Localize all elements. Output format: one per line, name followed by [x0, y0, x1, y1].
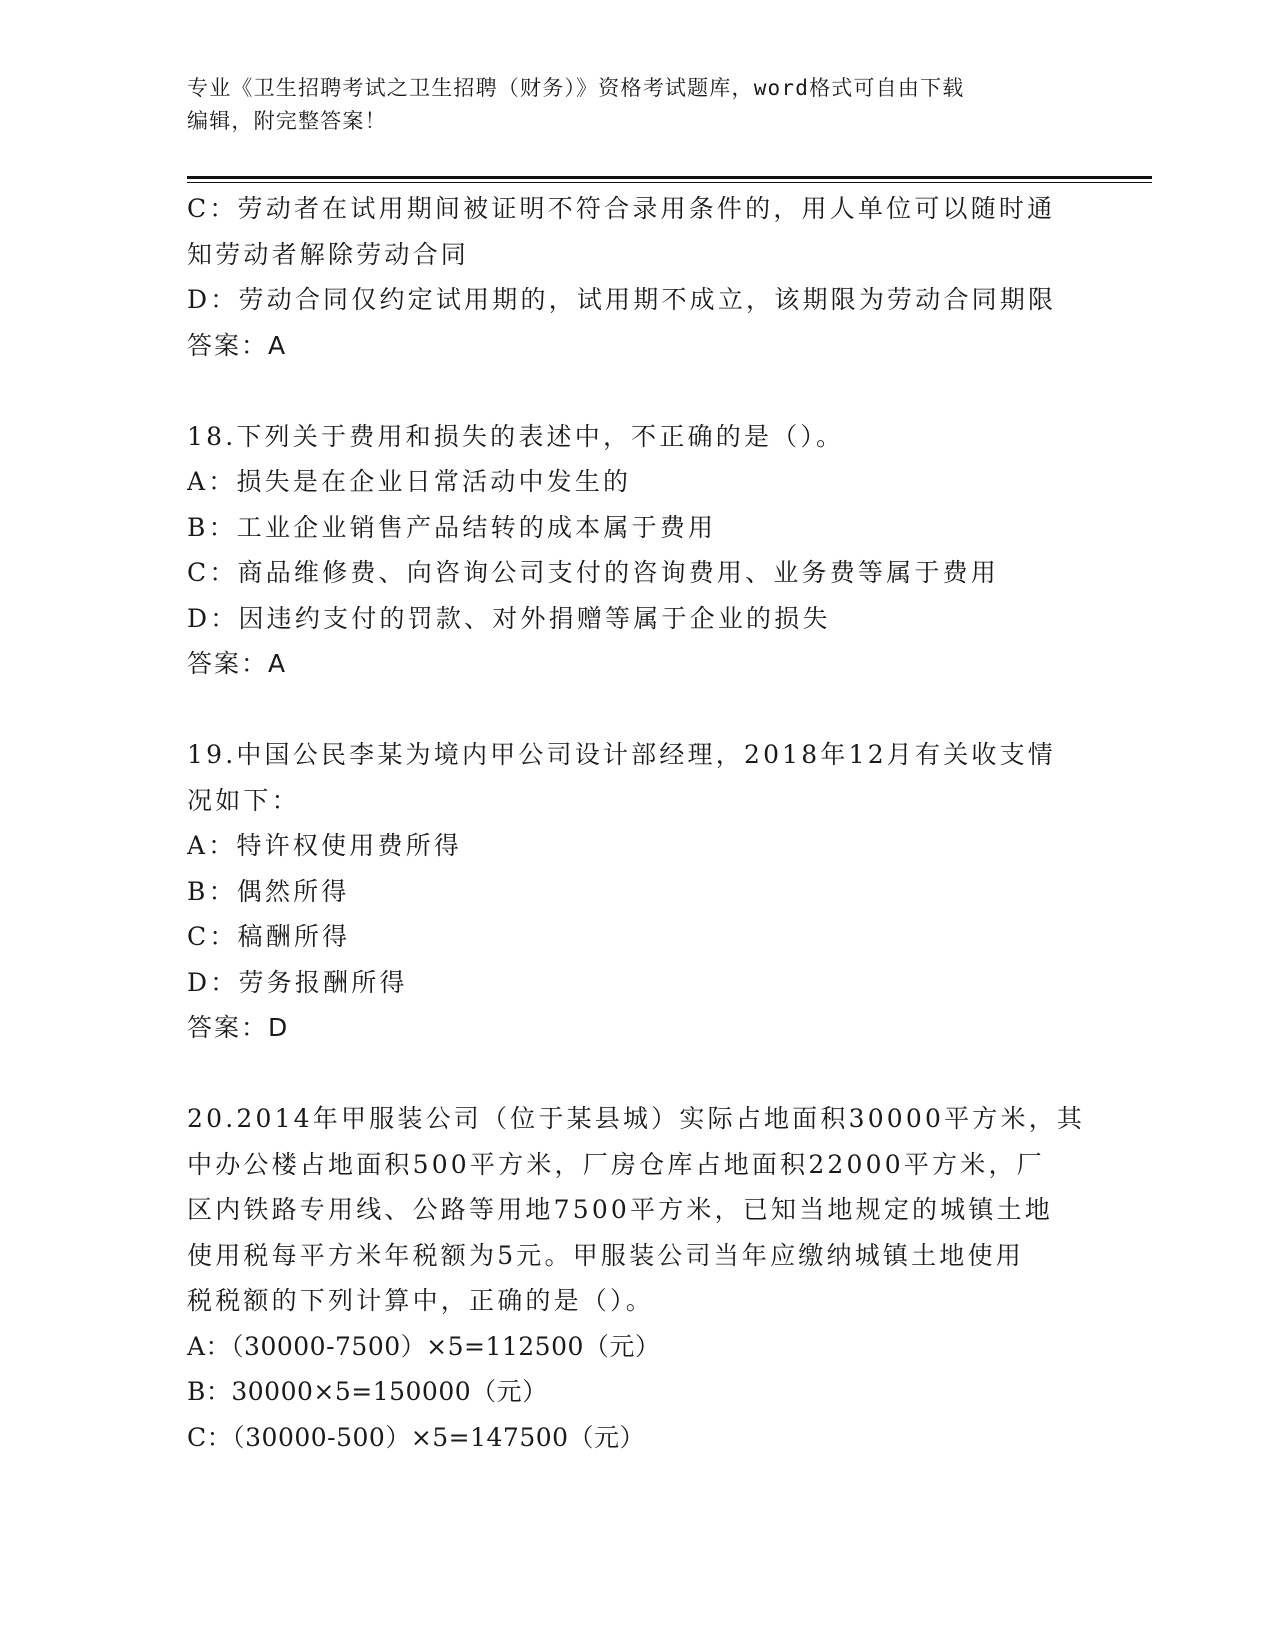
q20-option-a: A：（30000-7500）×5=112500（元） [187, 1331, 661, 1361]
q19-answer: 答案：D [187, 1013, 290, 1042]
q19-option-a: A：特许权使用费所得 [187, 831, 463, 860]
q18-question: 18.下列关于费用和损失的表述中，不正确的是（）。 [187, 421, 845, 451]
q20-option-c: C：（30000-500）×5=147500（元） [187, 1422, 646, 1452]
q19-option-d: D：劳务报酬所得 [187, 967, 408, 997]
q17-answer: 答案：A [187, 330, 288, 360]
q19-question-line2: 况如下： [187, 785, 300, 815]
spacer [187, 1051, 1082, 1097]
header-divider-thin [187, 182, 1152, 183]
spacer [187, 687, 1082, 733]
question-list [187, 186, 1086, 1460]
q18-option-d: D：因违约支付的罚款、对外捐赠等属于企业的损失 [187, 603, 831, 633]
document-header [187, 72, 1087, 138]
header-divider-thick [187, 176, 1152, 179]
q17-option-d: D：劳动合同仅约定试用期的，试用期不成立，该期限为劳动合同期限 [187, 285, 1057, 314]
q19-question-line1: 19.中国公民李某为境内甲公司设计部经理，2018年12月有关收支情 [187, 740, 1056, 769]
q20-question-line5: 税税额的下列计算中，正确的是（）。 [187, 1286, 654, 1315]
q20-question-line4: 使用税每平方米年税额为5元。甲服装公司当年应缴纳城镇土地使用 [187, 1240, 1024, 1270]
q18-option-b: B：工业企业销售产品结转的成本属于费用 [187, 512, 717, 542]
q18-option-c: C：商品维修费、向咨询公司支付的咨询费用、业务费等属于费用 [187, 558, 999, 587]
q17-option-c-line2: 知劳动者解除劳动合同 [187, 239, 470, 269]
header-line-1: 专业《卫生招聘考试之卫生招聘（财务）》资格考试题库，word格式可自由下载 [187, 76, 965, 100]
q17-option-c-line1: C：劳动者在试用期间被证明不符合录用条件的，用人单位可以随时通 [187, 194, 1056, 223]
q20-question-line2: 中办公楼占地面积500平方米，厂房仓库占地面积22000平方米，厂 [187, 1149, 1045, 1179]
q19-option-b: B：偶然所得 [187, 876, 350, 906]
q18-answer: 答案：A [187, 649, 288, 678]
q20-option-b: B：30000×5=150000（元） [187, 1377, 548, 1406]
q20-question-line1: 20.2014年甲服装公司（位于某县城）实际占地面积30000平方米，其 [187, 1104, 1086, 1133]
q18-option-a: A：损失是在企业日常活动中发生的 [187, 467, 632, 496]
q19-option-c: C：稿酬所得 [187, 922, 351, 951]
header-line-2: 编辑，附完整答案！ [187, 109, 387, 133]
spacer [187, 368, 1082, 414]
q20-question-line3: 区内铁路专用线、公路等用地7500平方米，已知当地规定的城镇土地 [187, 1195, 1054, 1224]
